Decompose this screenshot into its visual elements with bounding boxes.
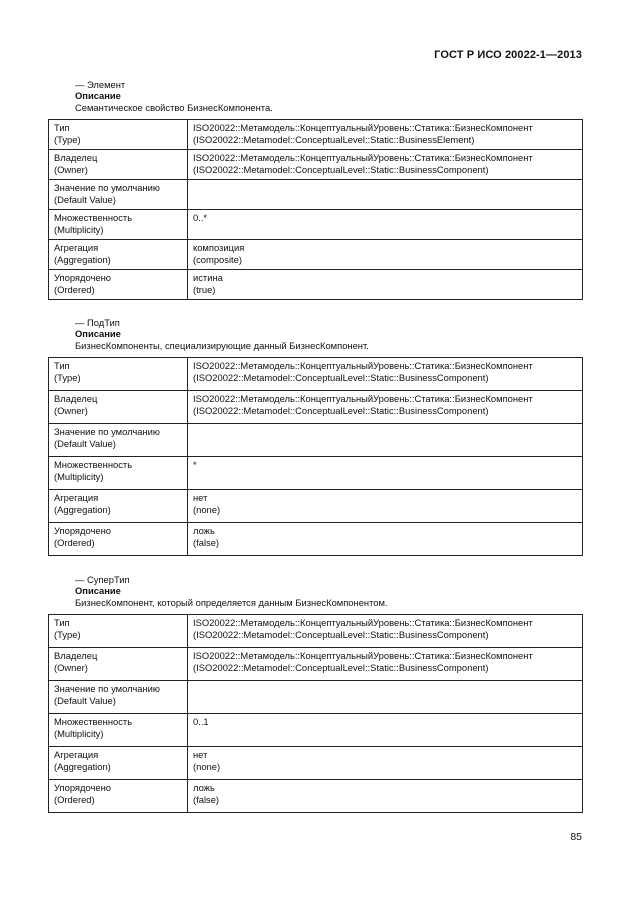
table-row [49, 523, 583, 556]
property-label: Упорядочено (Ordered) [49, 270, 188, 300]
property-table [48, 614, 583, 813]
table-row [49, 391, 583, 424]
property-label: Упорядочено (Ordered) [49, 523, 188, 556]
property-label: Значение по умолчанию (Default Value) [49, 424, 188, 457]
property-label: Агрегация (Aggregation) [49, 490, 188, 523]
section-description: Семантическое свойство БизнесКомпонента. [75, 101, 273, 113]
table-row [49, 681, 583, 714]
property-value: 0..1 [188, 714, 583, 747]
property-label: Значение по умолчанию (Default Value) [49, 180, 188, 210]
table-row [49, 270, 583, 300]
table-row [49, 120, 583, 150]
property-value [188, 681, 583, 714]
property-value: истина (true) [188, 270, 583, 300]
section-element [48, 79, 583, 300]
table-row [49, 210, 583, 240]
description-heading: Описание [75, 585, 121, 597]
property-value: ISO20022::Метамодель::КонцептуальныйУровень::Статика::БизнесКомпонент (ISO20022::Metamodel::ConceptualLevel::Static::BusinessElement) [188, 120, 583, 150]
description-heading: Описание [75, 90, 121, 102]
property-label: Множественность (Multiplicity) [49, 457, 188, 490]
property-value: композиция (composite) [188, 240, 583, 270]
property-value [188, 180, 583, 210]
property-value: ложь (false) [188, 780, 583, 813]
section-description: БизнесКомпонент, который определяется данным БизнесКомпонентом. [75, 596, 388, 608]
property-label: Владелец (Owner) [49, 391, 188, 424]
property-label: Владелец (Owner) [49, 648, 188, 681]
table-row [49, 180, 583, 210]
property-label: Агрегация (Aggregation) [49, 747, 188, 780]
property-label: Владелец (Owner) [49, 150, 188, 180]
property-value: ISO20022::Метамодель::КонцептуальныйУровень::Статика::БизнесКомпонент (ISO20022::Metamodel::ConceptualLevel::Static::BusinessComponent) [188, 391, 583, 424]
table-row [49, 240, 583, 270]
property-label: Множественность (Multiplicity) [49, 714, 188, 747]
property-value: ISO20022::Метамодель::КонцептуальныйУровень::Статика::БизнесКомпонент (ISO20022::Metamodel::ConceptualLevel::Static::BusinessComponent) [188, 150, 583, 180]
table-row [49, 714, 583, 747]
description-heading: Описание [75, 328, 121, 340]
property-label: Множественность (Multiplicity) [49, 210, 188, 240]
property-value: ложь (false) [188, 523, 583, 556]
table-row [49, 424, 583, 457]
section-name: — ПодТип [75, 317, 120, 328]
table-row [49, 747, 583, 780]
table-row [49, 648, 583, 681]
property-label: Тип (Type) [49, 120, 188, 150]
property-label: Тип (Type) [49, 615, 188, 648]
section-name: — СуперТип [75, 574, 130, 585]
property-label: Агрегация (Aggregation) [49, 240, 188, 270]
section-subtype [48, 317, 583, 556]
property-value: ISO20022::Метамодель::КонцептуальныйУровень::Статика::БизнесКомпонент (ISO20022::Metamodel::ConceptualLevel::Static::BusinessComponent) [188, 648, 583, 681]
document-header: ГОСТ Р ИСО 20022-1—2013 [434, 49, 582, 61]
table-row [49, 490, 583, 523]
property-table [48, 119, 583, 300]
property-label: Тип (Type) [49, 358, 188, 391]
property-value: * [188, 457, 583, 490]
table-row [49, 150, 583, 180]
property-value: нет (none) [188, 747, 583, 780]
page-number: 85 [570, 831, 582, 843]
section-name: — Элемент [75, 79, 126, 90]
property-value: ISO20022::Метамодель::КонцептуальныйУровень::Статика::БизнесКомпонент (ISO20022::Metamodel::ConceptualLevel::Static::BusinessComponent) [188, 358, 583, 391]
property-value [188, 424, 583, 457]
section-supertype [48, 574, 583, 813]
table-row [49, 615, 583, 648]
table-row [49, 457, 583, 490]
property-value: ISO20022::Метамодель::КонцептуальныйУровень::Статика::БизнесКомпонент (ISO20022::Metamodel::ConceptualLevel::Static::BusinessComponent) [188, 615, 583, 648]
section-description: БизнесКомпоненты, специализирующие данный БизнесКомпонент. [75, 339, 369, 351]
property-label: Значение по умолчанию (Default Value) [49, 681, 188, 714]
table-row [49, 780, 583, 813]
property-value: 0..* [188, 210, 583, 240]
table-row [49, 358, 583, 391]
property-table [48, 357, 583, 556]
property-value: нет (none) [188, 490, 583, 523]
property-label: Упорядочено (Ordered) [49, 780, 188, 813]
